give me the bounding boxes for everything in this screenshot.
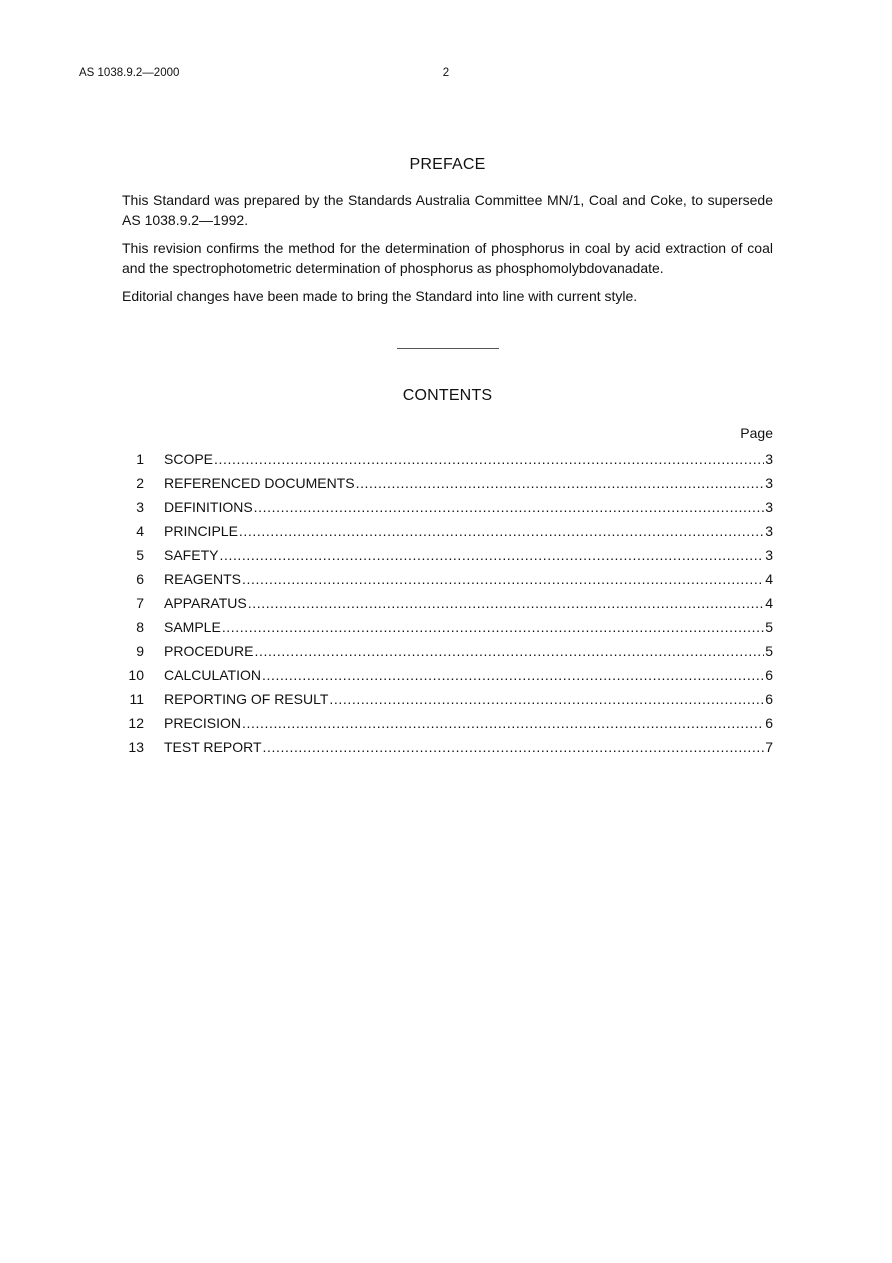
running-header [79,67,813,83]
toc-entry-number: 7 [136,595,144,611]
toc-entry[interactable] [122,639,773,663]
toc-entry[interactable] [122,711,773,735]
toc-entry-title: CALCULATION [164,667,261,683]
toc-entry-page: 3 [765,475,773,491]
toc-entry-page: 6 [765,691,773,707]
page-content [122,156,773,759]
toc-entry-page: 6 [765,715,773,731]
preface-paragraph: This revision confirms the method for the determination of phosphorus in coal by acid extraction of coal and the spectrophotometric determination of phosphorus as phosphomolybdovanadate. [122,240,773,276]
toc-entry-title: TEST REPORT [164,739,262,755]
preface-paragraph: Editorial changes have been made to bring the Standard into line with current style. [122,288,638,304]
toc-entry-page: 3 [765,451,773,467]
toc-entry[interactable] [122,543,773,567]
toc-entry-title: SCOPE [164,451,214,467]
toc-entry-number: 12 [128,715,144,731]
toc-entry-title: DEFINITIONS [164,499,253,515]
preface-section [122,156,773,306]
toc-dot-leader [248,591,764,615]
toc-dot-leader [254,639,764,663]
toc-entry-number: 2 [136,475,144,491]
toc-entry-number: 4 [136,523,144,539]
toc-entry-number: 8 [136,619,144,635]
toc-entry-number: 1 [136,451,144,467]
toc-entry-page: 3 [765,523,773,539]
preface-paragraph: This Standard was prepared by the Standards Australia Committee MN/1, Coal and Coke, to supersede AS 1038.9.2—1992. [122,192,773,228]
toc-entry[interactable] [122,567,773,591]
toc-dot-leader [263,735,765,759]
toc-entry-page: 4 [765,595,773,611]
toc-entry-title: REAGENTS [164,571,242,587]
toc-entry-title: SAMPLE [164,619,221,635]
toc-entry-page: 4 [765,571,773,587]
toc-entry-number: 13 [128,739,144,755]
toc-entry-number: 3 [136,499,144,515]
toc-entry-title: REPORTING OF RESULT [164,691,329,707]
document-id: AS 1038.9.2—2000 [79,67,180,79]
toc-page-column-label: Page [740,425,773,441]
toc-entry-number: 6 [136,571,144,587]
toc-dot-leader [262,663,764,687]
toc-entry[interactable] [122,663,773,687]
toc-entry-number: 5 [136,547,144,563]
toc-entry-page: 3 [765,499,773,515]
section-divider [397,348,499,349]
toc-entry-title: SAFETY [164,547,219,563]
preface-heading: PREFACE [409,156,486,173]
toc-dot-leader [356,471,765,495]
toc-dot-leader [242,567,764,591]
toc-dot-leader [219,543,764,567]
toc-entry-number: 10 [128,667,144,683]
contents-heading: CONTENTS [402,387,493,404]
toc-entry-page: 7 [765,739,773,755]
toc-entry-number: 11 [129,691,144,707]
toc-entry-title: APPARATUS [164,595,247,611]
toc-entry-page: 5 [765,643,773,659]
toc-entry[interactable] [122,735,773,759]
toc-dot-leader [222,615,764,639]
toc-dot-leader [329,687,764,711]
toc-entry-page: 5 [765,619,773,635]
toc-dot-leader [242,711,764,735]
toc-entry-page: 3 [765,547,773,563]
toc-entry[interactable] [122,615,773,639]
toc-entry-page: 6 [765,667,773,683]
toc-entry-title: REFERENCED DOCUMENTS [164,475,355,491]
toc-dot-leader [254,495,765,519]
toc-dot-leader [214,447,764,471]
toc-entry-title: PROCEDURE [164,643,254,659]
toc-entry-title: PRINCIPLE [164,523,238,539]
toc-entry-title: PRECISION [164,715,242,731]
toc-entry[interactable] [122,495,773,519]
toc-entry[interactable] [122,687,773,711]
toc-entry-number: 9 [136,643,144,659]
page-number: 2 [442,67,450,79]
toc-entry[interactable] [122,519,773,543]
toc-entry[interactable] [122,591,773,615]
toc-entry[interactable] [122,471,773,495]
toc-entry[interactable] [122,447,773,471]
toc-dot-leader [239,519,764,543]
table-of-contents [122,447,773,759]
contents-section [122,387,773,759]
